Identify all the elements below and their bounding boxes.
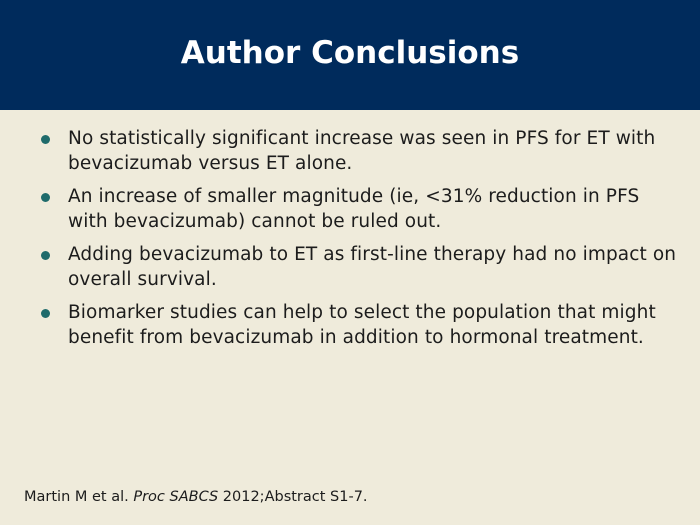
bullet-text: Biomarker studies can help to select the population that might benefit from bevacizumab in addition to hormonal treatment. (68, 302, 656, 348)
bullet-dot-icon (41, 251, 50, 260)
citation-journal: Proc SABCS (133, 489, 219, 505)
bullet-item-1 (38, 127, 678, 176)
slide-title: Author Conclusions (180, 35, 520, 71)
citation-details: 2012;Abstract S1-7. (222, 489, 368, 505)
bullet-dot-icon (41, 193, 50, 202)
title-banner (0, 0, 700, 110)
citation (24, 489, 368, 505)
bullet-dot-icon (41, 135, 50, 144)
bullet-item-4 (38, 301, 678, 350)
bullet-item-3 (38, 243, 678, 292)
bullet-item-2 (38, 185, 678, 234)
bullet-text: An increase of smaller magnitude (ie, <31% reduction in PFS with bevacizumab) cannot be ruled out. (68, 186, 640, 232)
bullet-list (38, 127, 678, 359)
bullet-text: No statistically significant increase was seen in PFS for ET with bevacizumab versus ET alone. (68, 128, 656, 174)
bullet-text: Adding bevacizumab to ET as first-line therapy had no impact on overall survival. (68, 244, 677, 290)
bullet-dot-icon (41, 309, 50, 318)
citation-authors: Martin M et al. (24, 489, 129, 505)
